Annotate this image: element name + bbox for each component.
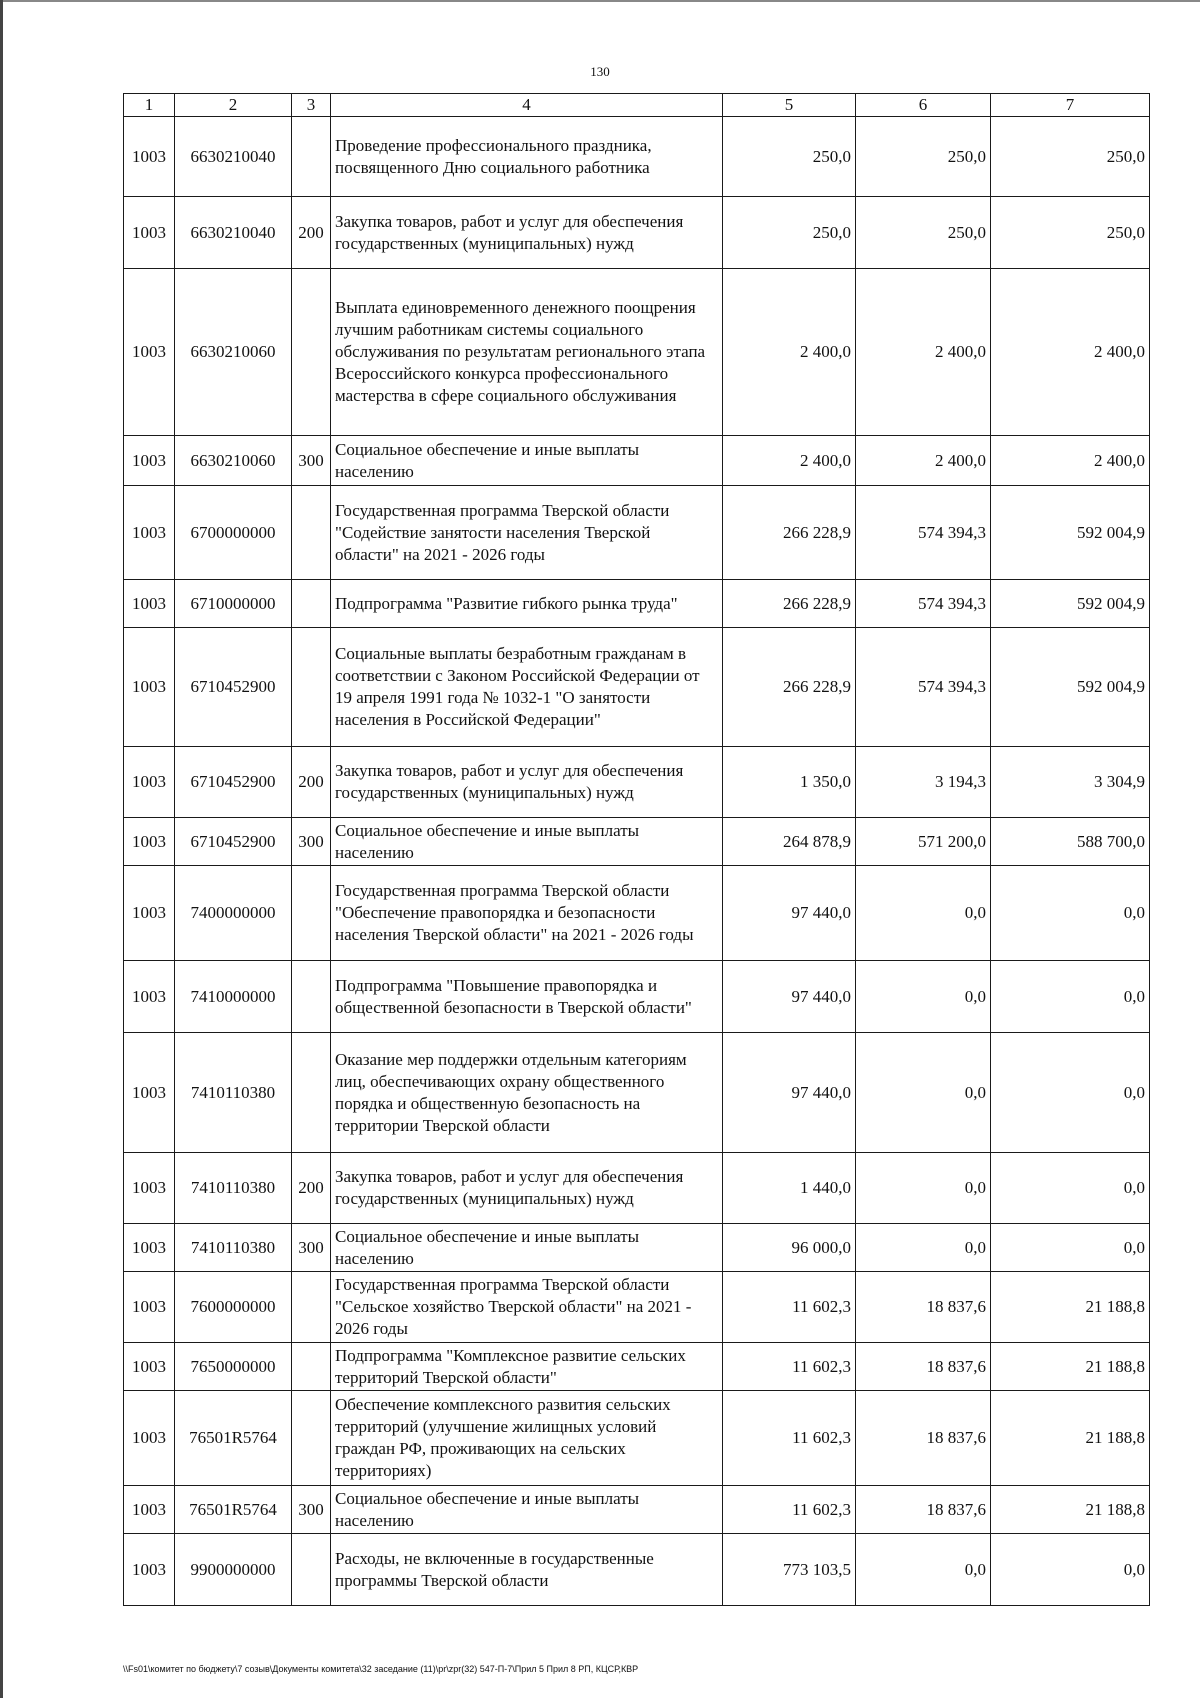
item-name: Подпрограмма "Развитие гибкого рынка труда" [331,580,723,628]
table-row [124,1033,1150,1153]
table-row [124,747,1150,818]
amount-col6: 18 837,6 [856,1391,991,1486]
section-code: 1003 [124,269,175,436]
amount-col5: 97 440,0 [723,866,856,961]
table-row [124,117,1150,197]
table-row [124,866,1150,961]
amount-col6: 574 394,3 [856,628,991,747]
amount-col6: 0,0 [856,1153,991,1224]
expense-type [292,1343,331,1391]
section-code: 1003 [124,747,175,818]
item-name: Социальное обеспечение и иные выплаты населению [331,1486,723,1534]
item-name: Социальное обеспечение и иные выплаты населению [331,436,723,486]
target-code: 76501R5764 [175,1486,292,1534]
column-header: 6 [856,94,991,117]
amount-col5: 97 440,0 [723,961,856,1033]
amount-col6: 0,0 [856,1224,991,1272]
table-row [124,1224,1150,1272]
target-code: 7650000000 [175,1343,292,1391]
section-code: 1003 [124,961,175,1033]
amount-col7: 3 304,9 [991,747,1150,818]
amount-col6: 574 394,3 [856,486,991,580]
column-header: 5 [723,94,856,117]
expense-type [292,486,331,580]
amount-col6: 574 394,3 [856,580,991,628]
column-header: 1 [124,94,175,117]
expense-type [292,961,331,1033]
amount-col5: 266 228,9 [723,486,856,580]
table-row [124,1391,1150,1486]
amount-col7: 0,0 [991,866,1150,961]
amount-col7: 0,0 [991,1153,1150,1224]
item-name: Закупка товаров, работ и услуг для обеспечения государственных (муниципальных) нужд [331,747,723,818]
item-name: Социальное обеспечение и иные выплаты населению [331,818,723,866]
expense-type [292,269,331,436]
header-row [124,94,1150,117]
amount-col7: 21 188,8 [991,1391,1150,1486]
section-code: 1003 [124,1224,175,1272]
expense-type [292,1391,331,1486]
section-code: 1003 [124,1534,175,1606]
item-name: Обеспечение комплексного развития сельских территорий (улучшение жилищных условий граждан РФ, проживающих на сельских территориях) [331,1391,723,1486]
amount-col5: 2 400,0 [723,269,856,436]
amount-col7: 2 400,0 [991,269,1150,436]
table-row [124,269,1150,436]
item-name: Социальные выплаты безработным гражданам в соответствии с Законом Российской Федерации от 19 апреля 1991 года № 1032-1 "О занятости населения в Российской Федерации" [331,628,723,747]
amount-col5: 11 602,3 [723,1391,856,1486]
expense-type: 200 [292,197,331,269]
target-code: 7410110380 [175,1224,292,1272]
item-name: Государственная программа Тверской области "Содействие занятости населения Тверской области" на 2021 - 2026 годы [331,486,723,580]
amount-col5: 2 400,0 [723,436,856,486]
amount-col7: 592 004,9 [991,580,1150,628]
amount-col7: 0,0 [991,1224,1150,1272]
item-name: Государственная программа Тверской области "Обеспечение правопорядка и безопасности населения Тверской области" на 2021 - 2026 годы [331,866,723,961]
amount-col6: 2 400,0 [856,436,991,486]
column-header: 4 [331,94,723,117]
section-code: 1003 [124,1343,175,1391]
amount-col6: 18 837,6 [856,1486,991,1534]
amount-col7: 0,0 [991,961,1150,1033]
expense-type: 200 [292,747,331,818]
section-code: 1003 [124,628,175,747]
target-code: 6710000000 [175,580,292,628]
expense-type: 300 [292,818,331,866]
expense-type: 300 [292,1224,331,1272]
scan-top-edge [0,0,1200,2]
item-name: Проведение профессионального праздника, посвященного Дню социального работника [331,117,723,197]
target-code: 76501R5764 [175,1391,292,1486]
amount-col5: 1 350,0 [723,747,856,818]
amount-col5: 264 878,9 [723,818,856,866]
expense-type: 200 [292,1153,331,1224]
amount-col6: 18 837,6 [856,1272,991,1343]
item-name: Государственная программа Тверской области "Сельское хозяйство Тверской области" на 2021 - 2026 годы [331,1272,723,1343]
amount-col7: 21 188,8 [991,1343,1150,1391]
amount-col5: 97 440,0 [723,1033,856,1153]
target-code: 6710452900 [175,747,292,818]
target-code: 6630210060 [175,269,292,436]
amount-col6: 2 400,0 [856,269,991,436]
target-code: 6710452900 [175,818,292,866]
amount-col7: 588 700,0 [991,818,1150,866]
expense-type [292,580,331,628]
amount-col5: 266 228,9 [723,580,856,628]
amount-col5: 266 228,9 [723,628,856,747]
amount-col6: 18 837,6 [856,1343,991,1391]
amount-col6: 0,0 [856,866,991,961]
amount-col6: 0,0 [856,1033,991,1153]
target-code: 7400000000 [175,866,292,961]
item-name: Подпрограмма "Повышение правопорядка и общественной безопасности в Тверской области" [331,961,723,1033]
table-row [124,197,1150,269]
expense-type [292,866,331,961]
item-name: Подпрограмма "Комплексное развитие сельских территорий Тверской области" [331,1343,723,1391]
section-code: 1003 [124,818,175,866]
amount-col5: 11 602,3 [723,1343,856,1391]
item-name: Закупка товаров, работ и услуг для обеспечения государственных (муниципальных) нужд [331,1153,723,1224]
table-row [124,436,1150,486]
target-code: 6710452900 [175,628,292,747]
table-row [124,1534,1150,1606]
amount-col7: 250,0 [991,117,1150,197]
section-code: 1003 [124,117,175,197]
amount-col7: 250,0 [991,197,1150,269]
section-code: 1003 [124,1153,175,1224]
section-code: 1003 [124,1486,175,1534]
item-name: Социальное обеспечение и иные выплаты населению [331,1224,723,1272]
column-header: 2 [175,94,292,117]
table-row [124,580,1150,628]
amount-col5: 11 602,3 [723,1272,856,1343]
amount-col5: 250,0 [723,117,856,197]
target-code: 6630210060 [175,436,292,486]
amount-col6: 0,0 [856,1534,991,1606]
amount-col5: 773 103,5 [723,1534,856,1606]
section-code: 1003 [124,580,175,628]
table-row [124,1343,1150,1391]
target-code: 6630210040 [175,117,292,197]
scan-left-edge [0,0,3,1698]
amount-col6: 3 194,3 [856,747,991,818]
section-code: 1003 [124,486,175,580]
section-code: 1003 [124,1272,175,1343]
amount-col7: 592 004,9 [991,628,1150,747]
section-code: 1003 [124,436,175,486]
expense-type [292,1272,331,1343]
budget-table [123,93,1150,1606]
table-row [124,1153,1150,1224]
item-name: Выплата единовременного денежного поощрения лучшим работникам системы социального обслуживания по результатам регионального этапа Всероссийского конкурса профессионального мастерства в сфере социального обслуживания [331,269,723,436]
target-code: 7410110380 [175,1153,292,1224]
amount-col7: 0,0 [991,1534,1150,1606]
table-row [124,1486,1150,1534]
table-row [124,486,1150,580]
amount-col6: 0,0 [856,961,991,1033]
expense-type [292,117,331,197]
amount-col7: 21 188,8 [991,1272,1150,1343]
amount-col5: 11 602,3 [723,1486,856,1534]
target-code: 7600000000 [175,1272,292,1343]
target-code: 6630210040 [175,197,292,269]
expense-type [292,1534,331,1606]
expense-type [292,1033,331,1153]
table-row [124,1272,1150,1343]
item-name: Оказание мер поддержки отдельным категориям лиц, обеспечивающих охрану общественного порядка и общественную безопасность на территории Тверской области [331,1033,723,1153]
section-code: 1003 [124,1033,175,1153]
target-code: 9900000000 [175,1534,292,1606]
amount-col7: 592 004,9 [991,486,1150,580]
amount-col6: 571 200,0 [856,818,991,866]
item-name: Закупка товаров, работ и услуг для обеспечения государственных (муниципальных) нужд [331,197,723,269]
amount-col7: 21 188,8 [991,1486,1150,1534]
amount-col7: 2 400,0 [991,436,1150,486]
table-row [124,818,1150,866]
amount-col5: 1 440,0 [723,1153,856,1224]
section-code: 1003 [124,866,175,961]
target-code: 7410110380 [175,1033,292,1153]
amount-col6: 250,0 [856,197,991,269]
column-header: 7 [991,94,1150,117]
item-name: Расходы, не включенные в государственные программы Тверской области [331,1534,723,1606]
amount-col7: 0,0 [991,1033,1150,1153]
amount-col6: 250,0 [856,117,991,197]
amount-col5: 250,0 [723,197,856,269]
page-number: 130 [590,64,610,79]
expense-type [292,628,331,747]
section-code: 1003 [124,197,175,269]
amount-col5: 96 000,0 [723,1224,856,1272]
expense-type: 300 [292,1486,331,1534]
table-row [124,628,1150,747]
file-path-footer: \\Fs01\комитет по бюджету\7 созыв\Документы комитета\32 заседание (11)\pr\zpr(32) 547-П-7\Прил 5 Прил 8 РП, КЦСР,КВР [123,1664,639,1674]
target-code: 6700000000 [175,486,292,580]
table-row [124,961,1150,1033]
column-header: 3 [292,94,331,117]
expense-type: 300 [292,436,331,486]
section-code: 1003 [124,1391,175,1486]
target-code: 7410000000 [175,961,292,1033]
